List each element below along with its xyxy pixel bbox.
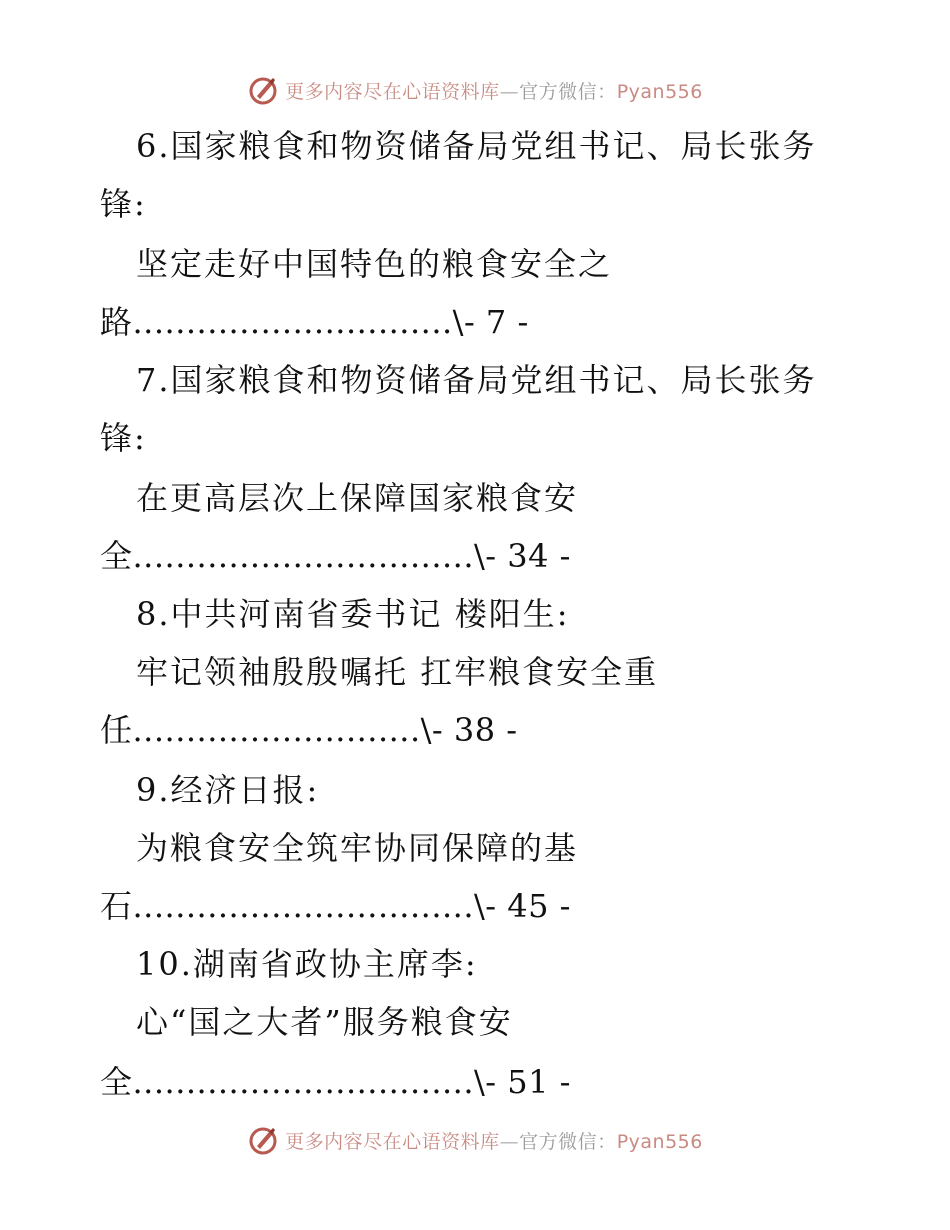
pen-circle-icon <box>247 1124 279 1156</box>
toc-entry-7-heading-cont: 锋: <box>100 419 147 457</box>
watermark-separator: — <box>499 1130 520 1153</box>
toc-entry-10-heading: 10.湖南省政协主席李: <box>136 945 478 983</box>
toc-entry-10-title: 心“国之大者”服务粮食安 <box>136 1003 513 1041</box>
toc-entry-8-heading: 8.中共河南省委书记 楼阳生: <box>136 595 570 633</box>
pen-circle-icon <box>247 74 279 106</box>
watermark-site-text: 更多内容尽在心语资料库 <box>285 1130 500 1153</box>
toc-entry-6-title: 坚定走好中国特色的粮食安全之 <box>136 245 613 283</box>
toc-entry-6-heading-cont: 锋: <box>100 185 147 223</box>
watermark-wechat-id: Pyan556 <box>616 80 703 103</box>
toc-entry-8-title: 牢记领袖殷殷嘱托 扛牢粮食安全重 <box>136 653 659 691</box>
watermark-header <box>0 70 950 110</box>
toc-entry-9-title: 为粮食安全筑牢协同保障的基 <box>136 829 579 867</box>
toc-entry-7-title: 在更高层次上保障国家粮食安 <box>136 479 579 517</box>
toc-entry-8-page[interactable]: 任...........................\- 38 - <box>100 711 518 749</box>
watermark-separator: — <box>499 80 520 103</box>
watermark-footer <box>0 1120 950 1160</box>
toc-entry-6-page[interactable]: 路..............................\- 7 - <box>100 303 529 341</box>
watermark-official-label: 官方微信： <box>519 1130 617 1153</box>
toc-entry-10-page[interactable]: 全................................\- 51 - <box>100 1063 571 1101</box>
watermark-text <box>285 1127 703 1154</box>
watermark-official-label: 官方微信： <box>519 80 617 103</box>
toc-entry-6-heading: 6.国家粮食和物资储备局党组书记、局长张务 <box>136 127 817 165</box>
watermark-wechat-id: Pyan556 <box>616 1130 703 1153</box>
toc-entry-7-heading: 7.国家粮食和物资储备局党组书记、局长张务 <box>136 361 817 399</box>
toc-entry-9-heading: 9.经济日报: <box>136 771 320 809</box>
watermark-site-text: 更多内容尽在心语资料库 <box>285 80 500 103</box>
watermark-text <box>285 77 703 104</box>
toc-entry-7-page[interactable]: 全................................\- 34 - <box>100 537 571 575</box>
toc-entry-9-page[interactable]: 石................................\- 45 - <box>100 887 571 925</box>
